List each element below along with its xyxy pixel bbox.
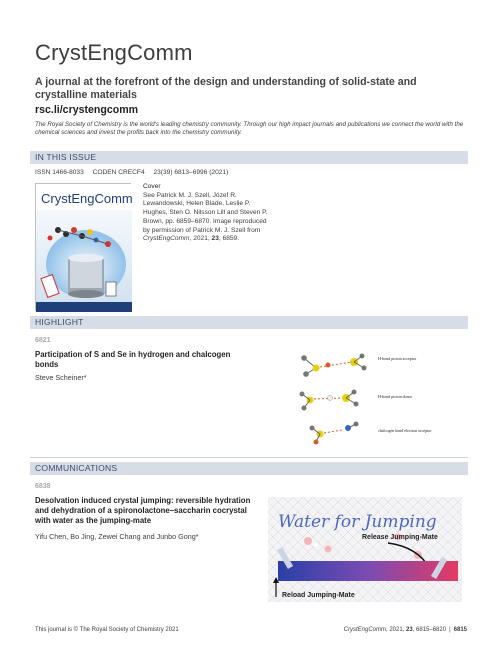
communication-authors: Yifu Chen, Bo Jing, Zewei Chang and Junbo Gong* <box>35 532 199 541</box>
graphic-label-2: H-bond proton donor <box>378 394 412 399</box>
footer-volume: 23 <box>406 627 413 633</box>
section-in-this-issue <box>30 151 468 164</box>
issue-info <box>35 169 228 176</box>
graphic-script: Water for Jumping <box>278 512 437 532</box>
cover-journal-title: CrystEngComm <box>41 191 133 206</box>
section-label: IN THIS ISSUE <box>35 152 97 162</box>
footer-citation: CrystEngComm, 2021, 23, 6815–6820 | 6815 <box>343 627 467 633</box>
section-divider <box>30 457 468 458</box>
highlight-graphic <box>298 340 432 448</box>
section-label: COMMUNICATIONS <box>35 463 118 473</box>
graphic-release: Release Jumping-Mate <box>362 534 438 541</box>
cover-credit: See Patrick M. J. Szell, Józef R. Lewandowski, Helen Blade, Leslie P. Hughes, Sten O. Nilsson Lill and Steven P. Brown, pp. 6859–6870. Image reproduced by permission of Patrick M. J. Szell from CrystEngComm, 2021, 23, 6859. <box>143 191 268 243</box>
journal-subtitle: A journal at the forefront of the design and understanding of solid-state and crystalline materials <box>35 76 417 101</box>
volume-line: 23(39) 6813–6996 (2021) <box>153 169 229 176</box>
highlight-page: 6821 <box>35 337 51 344</box>
footer-copyright: This journal is © The Royal Society of Chemistry 2021 <box>35 627 179 633</box>
section-highlight <box>30 316 468 329</box>
cover-image[interactable] <box>35 183 131 311</box>
cover-label: Cover <box>143 183 161 190</box>
graphic-label-1: H-bond proton acceptor <box>378 356 417 361</box>
cover-caption <box>143 183 275 244</box>
cover-illustration <box>36 184 132 312</box>
communication-article-title[interactable]: Desolvation induced crystal jumping: reversible hydration and dehydration of a spironolactone–saccharin cocrystal with water as the jumping-mate <box>35 496 251 525</box>
highlight-authors: Steve Scheiner* <box>35 373 87 382</box>
footer-journal: CrystEngComm <box>343 627 386 633</box>
graphic-reload: Reload Jumping-Mate <box>282 592 355 599</box>
page-number: 6815 <box>453 627 467 633</box>
graphic-label-3: chalcogen bond electron acceptor <box>378 428 432 433</box>
section-communications <box>30 462 468 475</box>
communication-page: 6838 <box>35 483 51 490</box>
section-label: HIGHLIGHT <box>35 317 84 327</box>
coden: CODEN CRECF4 <box>92 169 145 176</box>
issn: ISSN 1466-8033 <box>35 169 84 176</box>
communication-graphic <box>268 497 462 602</box>
rsc-blurb: The Royal Society of Chemistry is the world's leading chemistry community. Through our high impact journals and publications we connect the world with the chemical sciences and invest the profits back into the chemistry community. <box>35 121 464 136</box>
footer-separator: | <box>449 627 451 633</box>
journal-url[interactable]: rsc.li/crystengcomm <box>35 104 139 116</box>
journal-title: CrystEngComm <box>35 40 193 65</box>
highlight-article-title[interactable]: Participation of S and Se in hydrogen and chalcogen bonds <box>35 350 231 369</box>
